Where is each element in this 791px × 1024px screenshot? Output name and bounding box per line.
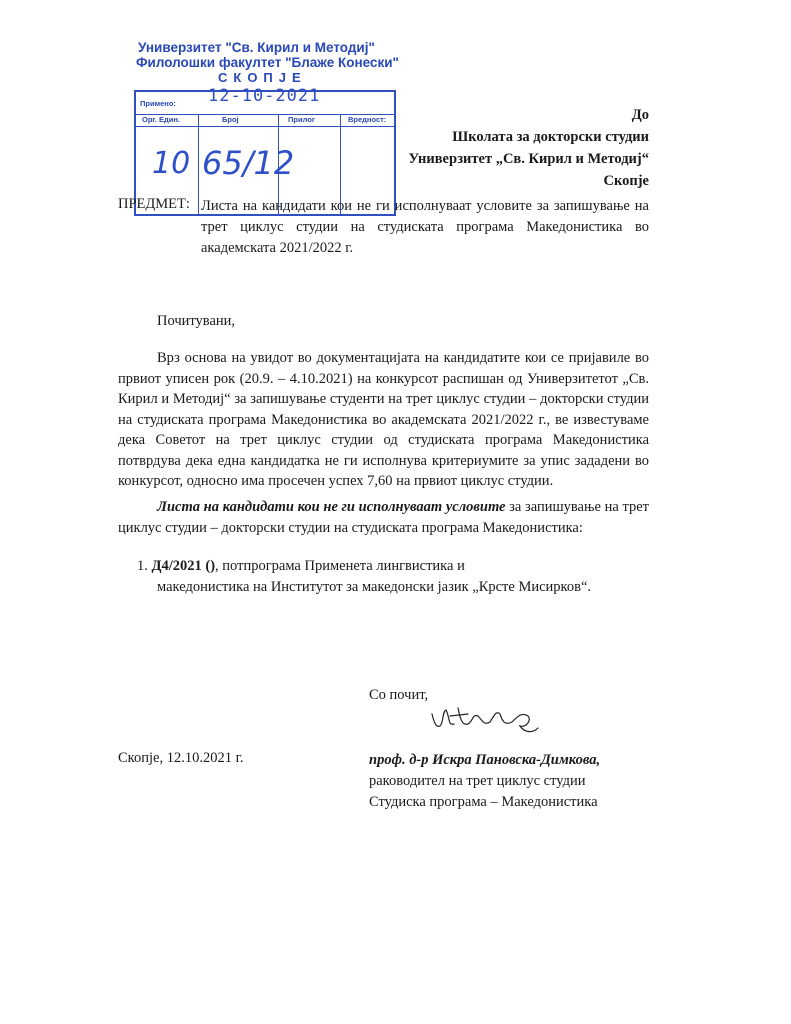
stamp-date-received: 12-10-2021 xyxy=(208,86,321,106)
candidate-code: Д4/2021 () xyxy=(151,558,216,574)
stamp-label-org-unit: Орг. Един. xyxy=(142,115,180,124)
list-line-1: , потпрограма Применета лингвистика и xyxy=(215,558,465,574)
stamp-org-unit-value: 10 xyxy=(152,146,191,181)
addressee-university: Универзитет „Св. Кирил и Методиј“ xyxy=(408,151,649,167)
stamp-number-value: 65/12 xyxy=(202,144,295,182)
signer-block xyxy=(369,750,600,813)
stamp-label-attachment: Прилог xyxy=(288,115,315,124)
registry-stamp xyxy=(118,40,399,182)
subject-text: Листа на кандидати кои не ги исполнуваат условите за запишување на трет циклус студии на студиската програма Македонистика во академската 2021/2022 г. xyxy=(201,198,649,256)
stamp-university: Универзитет "Св. Кирил и Методиј" xyxy=(138,40,375,55)
signer-name: проф. д-р Искра Пановска-Димкова, xyxy=(369,752,601,768)
addressee-block xyxy=(409,104,649,192)
paragraph-2-rest: за запишување на трет циклус студии – докторски студии на студиската програма Македонистика: xyxy=(118,499,649,536)
list-line-2: македонистика на Институтот за македонски јазик „Крсте Мисирков“. xyxy=(157,579,592,595)
stamp-divider xyxy=(198,114,199,214)
body-paragraph-2 xyxy=(118,497,649,538)
stamp-label-value: Вредност: xyxy=(348,115,387,124)
list-number: 1. xyxy=(137,558,148,574)
salutation: Почитувани, xyxy=(157,313,236,329)
stamp-row-received xyxy=(136,86,394,115)
addressee-city: Скопје xyxy=(603,173,649,189)
signature-icon xyxy=(428,700,548,740)
stamp-city: СКОПЈЕ xyxy=(218,70,307,85)
paragraph-2-emphasis: Листа на кандидати кои не ги исполнуваат условите xyxy=(157,499,506,515)
stamp-label-number: Број xyxy=(222,115,239,124)
stamp-row-headers xyxy=(136,114,394,127)
stamp-faculty: Филолошки факултет "Блаже Конески" xyxy=(136,55,399,70)
place-and-date: Скопје, 12.10.2021 г. xyxy=(118,750,244,766)
stamp-label-received: Примено: xyxy=(140,99,176,108)
body-paragraph-1: Врз основа на увидот во документацијата на кандидатите кои се пријавиле во првиот уписен рок (20.9. – 4.10.2021) на конкурсот распишан од Универзитетот „Св. Кирил и Методиј“ за запишување студенти на трет циклус студии – докторски студии на студиската програма Македонистика во академската 2021/2022 г., ве известуваме дека Советот на трет циклус студии од студиската програма Македонистика потврдува дека една кандидатка не ги исполнува критериумите за упис зададени во конкурсот, односно има просечен успех 7,60 на првиот циклус студии. xyxy=(118,350,649,489)
signer-role: раководител на трет циклус студии xyxy=(369,773,586,789)
addressee-to: До xyxy=(631,107,649,123)
signer-program: Студиска програма – Македонистика xyxy=(369,794,598,810)
subject-label: ПРЕДМЕТ: xyxy=(118,196,190,212)
candidate-list-item xyxy=(137,556,607,598)
closing: Со почит, xyxy=(369,687,429,703)
handwritten-signature xyxy=(428,700,548,745)
addressee-school: Школата за докторски студии xyxy=(452,129,649,145)
